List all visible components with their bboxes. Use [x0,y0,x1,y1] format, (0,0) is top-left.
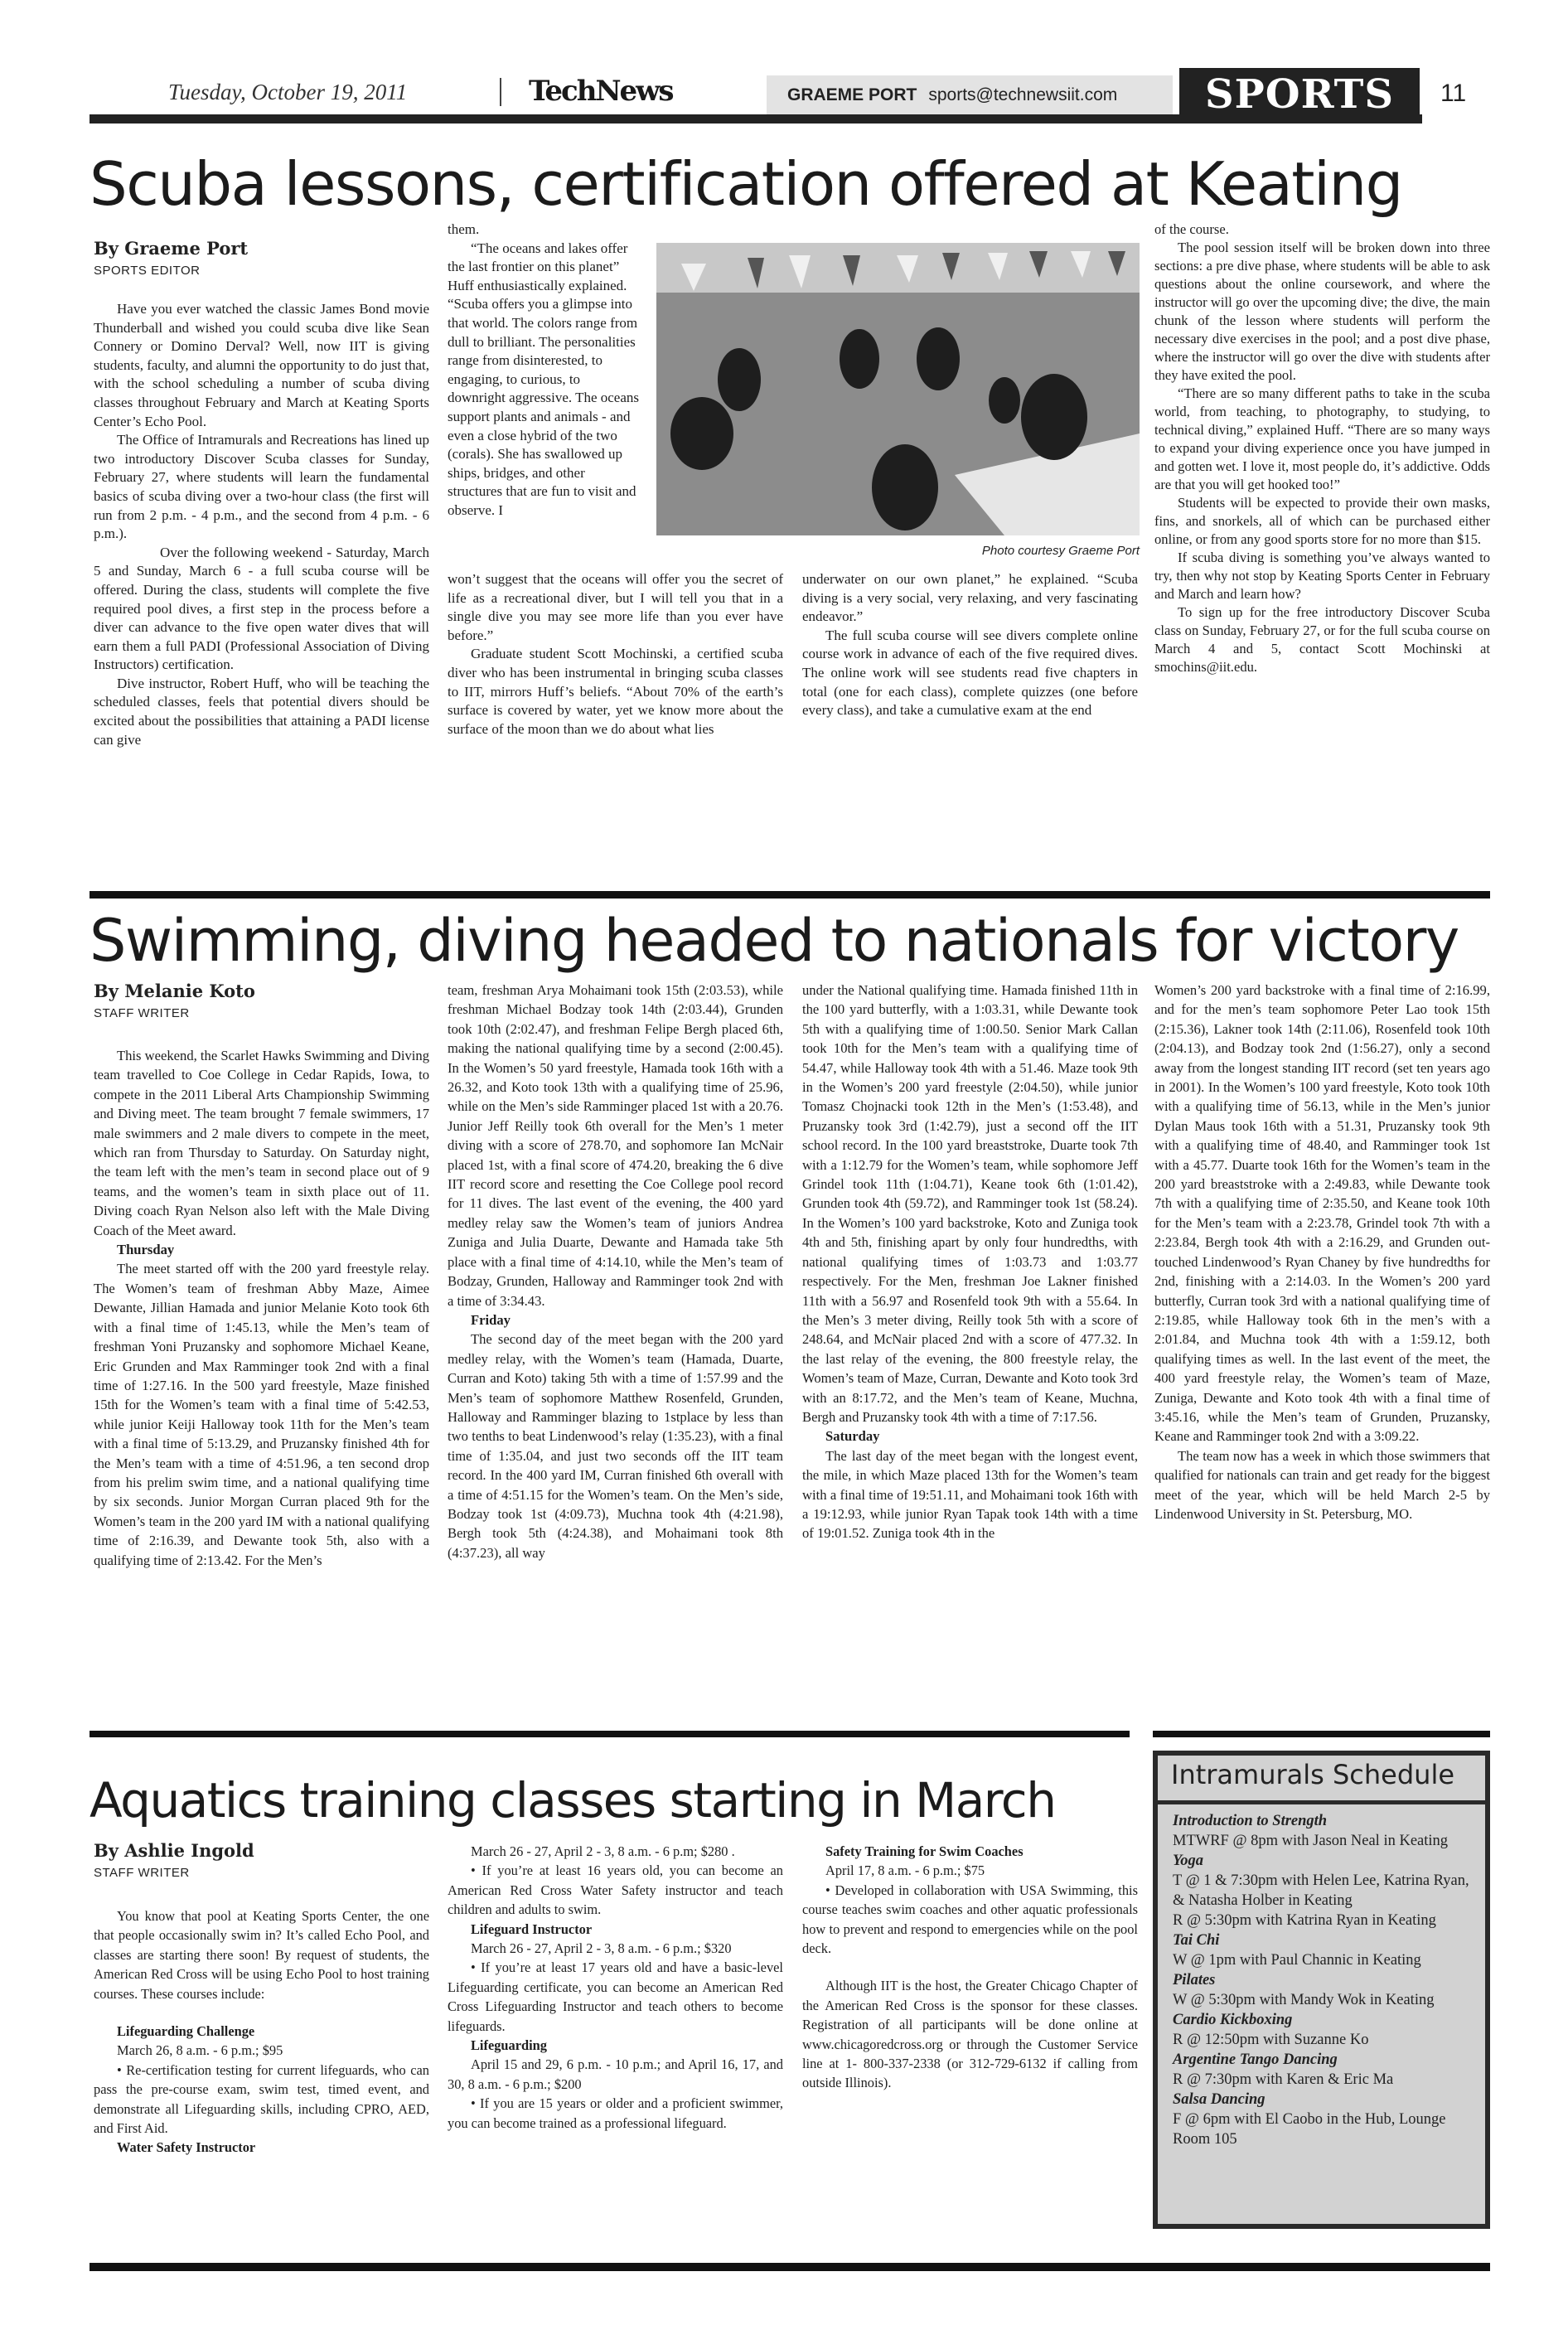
paragraph: The pool session itself will be broken down into three sections: a pre dive phase, where students will be able to ask questions about the online coursework, and where the instructor will go over the upcoming dive; the dive, the main chunk of the lesson where students will perform the necessary dive exercises in the pool; and a post dive phase, where the instructor will go over the dive with students after they have exited the pool. [1154,240,1490,383]
article1-role: SPORTS EDITOR [94,264,201,278]
schedule-title: Intramurals Schedule [1158,1756,1485,1804]
paragraph: under the National qualifying time. Hamada finished 11th in the 100 yard butterfly, with a 1:03.31, while Dewante took 5th with a qualifying time of 1:00.50. Senior Mark Callan took 10th for the Men’s team with a qualifying time of 54.47, while Halloway took 4th with a 51.46. Maze took 9th in the Women’s 200 yard freestyle (2:04.50), while junior Tomasz Chojnacki took 12th in the Men’s (1:53.48), and Pruzansky took 3rd (1:42.79), just a second off the IIT school record. In the 100 yard breaststroke, Duarte took 7th with a 1:12.79 for the Women’s team, while sophomore Jeff Grindel took 11th (1:04.71), Keane took 6th (1:01.42), Grunden took 4th (59.72), and Ramminger took 1st (58.24). In the Women’s 100 yard backstroke, Koto and Zuniga took 4th and 5th, finishing apart by only four hundredths, with national qualifying times of 1:03.73 and 1:03.77 respectively. For the Men, freshman Joe Lakner finished 11th with a 56.97 and Rosenfeld took 9th with a 55.64. In the Men’s 3 meter diving, Reilly took 5th with a score of 248.64, and McNair placed 2nd with a score of 477.32. In the last relay of the evening, the 800 freestyle relay, the Women’s team of Maze, Curran, Dewante and Koto took 3rd with an 8:17.72, and the Men’s team of Keane, Muchna, Bergh and Pruzansky took 4th with a time of 7:17.56. [802,982,1138,1425]
intramurals-schedule-box [1153,1751,1490,2229]
paragraph: of the course. [1154,221,1229,237]
article1-col2-text [448,220,640,521]
course-when: March 26, 8 a.m. - 6 p.m.; $95 [117,2042,283,2059]
article2-role: STAFF WRITER [94,1006,190,1020]
pool-divers-image [656,243,1140,535]
article3-col1 [94,1906,429,2158]
paragraph: Graduate student Scott Mochinski, a certified scuba diver who has been instrumental in bringing scuba classes to IIT, mirrors Huff’s beliefs. “About 70% of the earth’s surface is covered by water, yet we know more about the surface of the moon than we do about what lies [448,646,783,737]
article2-headline: Swimming, diving headed to nationals for victory [90,907,1459,975]
paragraph: The team now has a week in which those swimmers that qualified for nationals can train and get ready for the biggest meet of the year, which will be held March 2-5 by Lindenwood University in St. Petersburg, MO. [1154,1447,1490,1522]
article1-byline: By Graeme Port [94,238,249,259]
schedule-activity: Pilates [1173,1972,1216,1988]
paragraph: This weekend, the Scarlet Hawks Swimming and Diving team travelled to Coe College in Cedar Rapids, Iowa, to compete in the 2011 Liberal Arts Championship Swimming and Diving meet. The team brought 7 female swimmers, 17 male swimmers and 2 male divers to compete in the meet, which ran from Thursday to Saturday. On Saturday night, the team left with the men’s team in second place out of 9 teams, and the women’s team in sixth place out of 11. Diving coach Ryan Nelson also left with the Male Diving Coach of the Meet award. [94,1048,429,1238]
paragraph: won’t suggest that the oceans will offer you the secret of life as a recreational diver, but I will tell you that in a single dive you may see more life than you ever have before.” [448,571,783,643]
article2-byline: By Melanie Koto [94,981,255,1001]
subhead-friday: Friday [471,1311,511,1328]
course-when: April 15 and 29, 6 p.m. - 10 p.m.; and April 16, 17, and 30, 8 a.m. - 6 p.m.; $200 [448,2056,783,2092]
paragraph: Dive instructor, Robert Huff, who will be teaching the scheduled classes, feels that potential divers should be excited about the possibilities that attaining a PADI license can give [94,675,429,748]
course-when: April 17, 8 a.m. - 6 p.m.; $75 [825,1862,985,1879]
article1-col1 [94,300,429,749]
course-when: March 26 - 27, April 2 - 3, 8 a.m. - 6 p.m.; $320 [471,1940,732,1957]
paragraph: To sign up for the free introductory Discover Scuba class on Sunday, February 27, or for the full scuba course on March 4 and 5, contact Scott Mochinski at smochins@iit.edu. [1154,604,1490,675]
quote-paragraph: “The oceans and lakes offer the last frontier on this planet” Huff enthusiastically explained. “Scuba offers you a glimpse into that world. The colors range from dull to brilliant. The personalities range from disinterested, to engaging, to curious, to downright aggressive. The oceans support plants and animals - and even a close hybrid of the two (corals). She has swallowed up ships, bridges, and other structures that are fun to visit and observe. I [448,240,640,518]
schedule-list [1158,1804,1485,2149]
course-name: Lifeguard Instructor [471,1921,593,1937]
paragraph: The last day of the meet began with the longest event, the mile, in which Maze placed 13th for the Women’s team with a final time of 19:51.11, and Mohaimani took 16th with a 19:12.93, while junior Ryan Tapak took 14th with a time of 19:01.52. Zuniga took 4th in the [802,1447,1138,1542]
masthead-divider [500,78,501,106]
schedule-activity: Argentine Tango Dancing [1173,2051,1338,2068]
article3-headline: Aquatics training classes starting in March [90,1772,1056,1829]
article2-col4 [1154,981,1490,1523]
paragraph: The Office of Intramurals and Recreations has lined up two introductory Discover Scuba classes for Sunday, February 27, where students will learn the fundamental basics of scuba diving over a two-hour class (the first will run from 2 p.m. - 4 p.m., and the second from 4 p.m. - 6 p.m.). [94,432,429,542]
photo-caption: Photo courtesy Graeme Port [981,544,1140,558]
article3-col2 [448,1842,783,2133]
schedule-activity: Introduction to Strength [1173,1813,1328,1829]
schedule-detail: F @ 6pm with El Caobo in the Hub, Lounge Room 105 [1173,2111,1446,2148]
article2-col1 [94,1046,429,1570]
paragraph: Women’s 200 yard backstroke with a final time of 2:16.99, and for the men’s team sophomore Peter Lao took 15th (2:15.36), Lakner took 14th (2:11.06), Rosenfeld took 10th (2:04.13), and Bodzay took 2nd (1:56.27), only a second away from the longest standing IIT record (set ten years ago in 2001). In the Women’s 100 yard freestyle, Koto took 10th with a qualifying time of 56.13, while in the Men’s junior Dylan Maus took 16th with a 51.31, Pruzansky took 9th with a qualifying time of 48.40, and Ramminger took 1st with a 45.77. Duarte took 16th for the Women’s team in the 200 yard breaststroke with a 2:49.83, while Dewante took 7th with a qualifying time of 2:35.50, and Keane took 10th for the Men’s team with a 2:23.78, Grindel took 7th with a 2:23.84, Bergh took 4th with a 2:16.29, and Grunden out-touched Lindenwood’s Ryan Chaney by five hundredths for 2nd, finishing with a 2:14.03. In the Women’s 200 yard butterfly, Curran took 3rd with a national qualifying time of 2:19.85, while Halloway took 6th in the men’s with a 2:01.84, and Muchna took 4th with a 1:59.12, both qualifying times as well. In the last event of the meet, the 400 yard freestyle relay, the Women’s team of Maze, Zuniga, Dewante and Koto took 4th with a final time of 3:45.16, while the Men’s team of Grunden, Pruzansky, Keane and Ramminger took 2nd with a 3:09.22. [1154,982,1490,1445]
page-number: 11 [1440,80,1467,107]
schedule-activity: Cardio Kickboxing [1173,2012,1293,2028]
paragraph: “There are so many different paths to take in the scuba world, from teaching, to photography, to studying, to technical diving,” explained Huff. “There are so many ways to expand your diving experience once you have jumped in and gotten wet. I love it, most people do, it’s addictive. Odds are that you will get hooked too!” [1154,385,1490,492]
section-label: SPORTS [1179,68,1420,124]
schedule-detail: R @ 5:30pm with Katrina Ryan in Keating [1173,1912,1436,1929]
schedule-detail: W @ 5:30pm with Mandy Wok in Keating [1173,1992,1435,2008]
course-desc: • If you are 15 years or older and a proficient swimmer, you can become trained as a professional lifeguard. [448,2095,783,2131]
subhead-saturday: Saturday [825,1428,880,1445]
schedule-detail: W @ 1pm with Paul Channic in Keating [1173,1952,1421,1969]
course-name: Lifeguarding [471,2037,547,2054]
subhead-thursday: Thursday [117,1242,175,1258]
schedule-detail: R @ 7:30pm with Karen & Eric Ma [1173,2071,1394,2088]
course-name: Safety Training for Swim Coaches [825,1843,1024,1859]
paragraph: The full scuba course will see divers complete online course work in advance of each of the five required dives. The online work will see students read five chapters in total (one for each class), complete quizzes (one before every class), and take a cumulative exam at the end [802,627,1138,719]
article1-col4 [1154,220,1490,676]
course-desc: • If you’re at least 16 years old, you can become an American Red Cross Water Safety instructor and teach children and adults to swim. [448,1862,783,1918]
article3-role: STAFF WRITER [94,1866,190,1880]
paragraph: team, freshman Arya Mohaimani took 15th (2:03.53), while freshman Michael Bodzay took 14th (2:03.44), Grunden took 10th (2:02.47), and freshman Felipe Bergh placed 6th, making the national qualifying time by a second (2:00.45). In the Women’s 50 yard freestyle, Hamada took 16th with a 26.32, and Koto took 13th with a qualifying time of 25.96, while on the Men’s side Ramminger placed 1st with a 20.76. Junior Jeff Reilly took 6th overall for the Men’s 1 meter diving with a score of 278.70, and sophomore Ian McNair placed 1st, with a final score of 474.20, breaking the 6 dive IIT record score and resetting the Coe College pool record for 11 dives. The last event of the evening, the 400 yard medley relay saw the Women’s team of juniors Andrea Zuniga and Julia Duarte, Dewante and Hamada take 5th place with a final time of 4:14.10, while the Men’s team of Bodzay, Grunden, Halloway and Ramminger took 2nd with a time of 3:34.43. [448,982,783,1309]
paragraph: them. [448,221,480,237]
editor-email[interactable]: sports@technewsiit.com [928,85,1118,104]
paragraph: The second day of the meet began with the 200 yard medley relay, with the Women’s team (Hamada, Duarte, Curran and Koto) taking 5th with a time of 1:57.99 and the Men’s team of sophomore Matthew Rosenfeld, Grunden, Halloway and Ramminger blazing to 1stplace by less than two tenths to beat Lindenwood’s relay (1:35.23), with a final time of 1:35.04, and just two seconds off the IIT team record. In the 400 yard IM, Curran finished 6th overall with a time of 4:51.15 for the Women’s team. On the Men’s side, Bodzay took 1st (4:09.73), Muchna took 4th (4:21.98), Bergh took 5th (4:24.38), and Mohaimani took 8th (4:37.23), all way [448,1331,783,1561]
article1-col2-wide [448,570,783,739]
schedule-activity: Salsa Dancing [1173,2091,1266,2108]
paragraph: You know that pool at Keating Sports Center, the one that people occasionally swim in? It’s called Echo Pool, and classes are starting there soon! By request of students, the American Red Cross will be using Echo Pool to host training courses. These courses include: [94,1908,429,2002]
course-desc: • If you’re at least 17 years old and have a basic-level Lifeguarding certificate, you can become an American Red Cross Lifeguarding Instructor and teach others to become lifeguards. [448,1959,783,2034]
article2-col2 [448,981,783,1562]
article2-col3 [802,981,1138,1543]
paragraph: If scuba diving is something you’ve always wanted to try, then why not stop by Keating Sports Center in February and March and learn how? [1154,550,1490,602]
section-divider [90,1731,1130,1737]
scuba-class-photo [656,243,1140,535]
course-name: Lifeguarding Challenge [117,2023,255,2040]
article1-col3 [802,570,1138,720]
article3-col3 [802,1842,1138,2093]
paragraph: Have you ever watched the classic James Bond movie Thunderball and wished you could scuba dive like Sean Connery or Domino Derval? Well, now IIT is giving students, faculty, and alumni the opportunity to do just that, with the school scheduling a number of scuba diving classes throughout February and March at Keating Sports Center’s Echo Pool. [94,301,429,429]
schedule-top-rule [1153,1731,1490,1737]
course-when: March 26 - 27, April 2 - 3, 8 a.m. - 6 p.m; $280 . [471,1843,735,1859]
paragraph: Over the following weekend - Saturday, March 5 and Sunday, March 6 - a full scuba course will be offered. During the class, students will complete the five required pool dives, a first step in the process before a diver can advance to the five open water dives that will earn them a full PADI (Professional Association of Diving Instructors) certification. [94,544,429,673]
section-divider [90,891,1490,899]
schedule-detail: R @ 12:50pm with Suzanne Ko [1173,2032,1369,2048]
newspaper-page [90,0,1490,2325]
paragraph: Students will be expected to provide their own masks, fins, and snorkels, all of which can be purchased either online, or from any good sports store for no more than $15. [1154,495,1490,547]
page-bottom-rule [90,2263,1490,2271]
course-desc: • Re-certification testing for current lifeguards, who can pass the pre-course exam, swim test, timed event, and demonstrate all Lifeguarding skills, including CPRO, AED, and First Aid. [94,2061,429,2137]
course-name: Water Safety Instructor [117,2139,256,2156]
paragraph: Although IIT is the host, the Greater Chicago Chapter of the American Red Cross is the sponsor for these classes. Registration of all participants will be done online at www.chicagoredcross.org or through the Customer Service line at 1- 800-337-2338 (or 312-729-6132 if calling from outside Illinois). [802,1978,1138,2091]
section-editor [767,75,1173,114]
paragraph: The meet started off with the 200 yard freestyle relay. The Women’s team of freshman Abby Maze, Aimee Dewante, Jillian Hamada and junior Melanie Koto took 6th with a final time of 1:45.13, while the Men’s team of freshman Yoni Pruzansky and sophomore Michael Keane, Eric Grunden and Max Ramminger took 2nd with a final time of 1:27.16. In the 500 yard freestyle, Maze finished 15th for the Women’s team with a final time of 5:42.53, while junior Keiji Halloway took 11th for the Men’s team with a final time of 5:13.29, and Pruzansky finished 4th for the Men’s team with a time of 4:51.96, a ten second drop from his prelim swim time, and a national qualifying time by six seconds. Junior Morgan Curran placed 9th for the Women’s team in the 200 yard IM with a national qualifying time of 2:16.39, and Dewante took 5th, also with a qualifying time of 2:13.42. For the Men’s [94,1261,429,1568]
masthead [90,71,1490,129]
editor-name: GRAEME PORT [787,85,917,104]
article3-byline: By Ashlie Ingold [94,1840,254,1861]
issue-date: Tuesday, October 19, 2011 [168,80,408,104]
schedule-activity: Yoga [1173,1853,1203,1869]
course-desc: • Developed in collaboration with USA Swimming, this course teaches swim coaches and other aquatic professionals how to prevent and respond to emergencies while on the pool deck. [802,1882,1138,1957]
paper-logo: TechNews [529,75,673,108]
schedule-detail: T @ 1 & 7:30pm with Helen Lee, Katrina Ryan, & Natasha Holber in Keating [1173,1872,1469,1909]
article1-headline: Scuba lessons, certification offered at Keating [90,149,1402,219]
paragraph: underwater on our own planet,” he explained. “Scuba diving is a very social, very relaxing, and very fascinating endeavor.” [802,571,1138,625]
schedule-detail: MTWRF @ 8pm with Jason Neal in Keating [1173,1833,1449,1849]
schedule-activity: Tai Chi [1173,1932,1220,1949]
